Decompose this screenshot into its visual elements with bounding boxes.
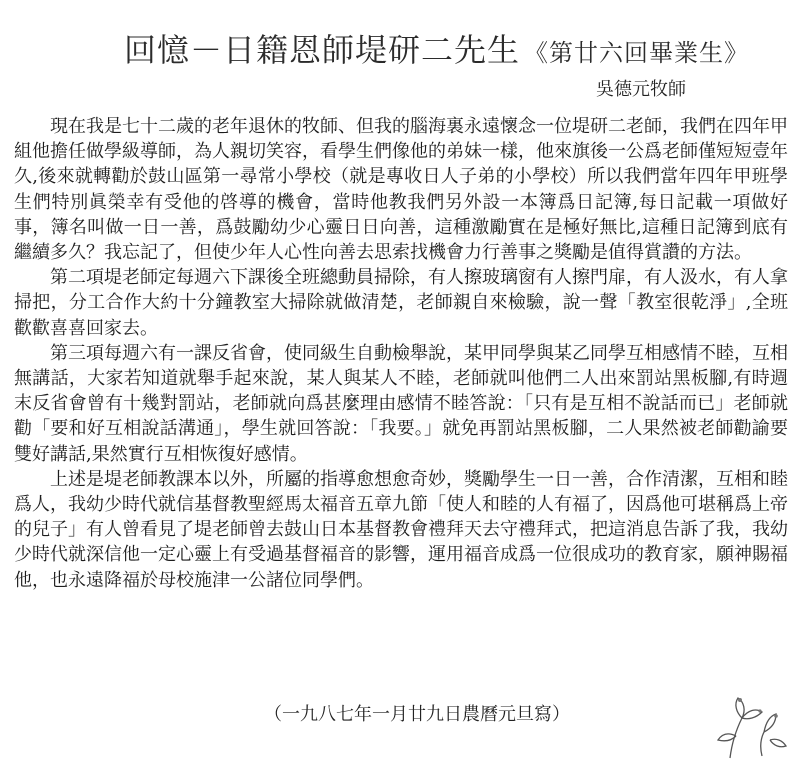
title-graduation-class: 《第廿六回畢業生》 — [524, 39, 750, 67]
title-main: 回憶－日籍恩師堤研二先生 — [124, 31, 521, 69]
author-byline: 吳德元牧師 — [596, 79, 686, 100]
article-title — [124, 28, 764, 75]
date-line: （一九八七年一月廿九日農曆元旦寫） — [264, 704, 570, 725]
paragraph-4: 上述是堤老師教課本以外，所屬的指導愈想愈奇妙，獎勵學生一日一善，合作清潔，互相和睦爲人，我幼少時代就信基督教聖經馬太福音五章九節「使人和睦的人有福了，因爲他可堪稱爲上帝的兒子」有人曾看見了堤老師曾去鼓山日本基督教會禮拜天去守禮拜式，把這消息告訴了我，我幼少時代就深信他一定心靈上有受過基督福音的影響，運用福音成爲一位很成功的教育家，願神賜福他，也永遠降福於母校施津一公諸位同學們。 — [14, 468, 788, 591]
article-body — [14, 114, 788, 593]
paragraph-3: 第三項每週六有一課反省會，使同級生自動檢舉說，某甲同學與某乙同學互相感情不睦，互相無講話，大家若知道就舉手起來說，某人與某人不睦，老師就叫他們二人出來罰站黑板腳,有時週末反省會曾有十幾對罰站，老師就向爲甚麼理由感情不睦答說：「只有是互相不說話而已」老師就勸「要和好互相說話溝通」，學生就回答說：「我要。」就免再罰站黑板腳，二人果然被老師勸諭要雙好講話,果然實行互相恢復好感情。 — [14, 342, 788, 465]
paragraph-2: 第二項堤老師定每週六下課後全班總動員掃除，有人擦玻璃窗有人擦門扉，有人汲水，有人拿掃把，分工合作大約十分鐘教室大掃除就做清楚，老師親自來檢驗，說一聲「教室很乾淨」,全班歡歡喜喜回家去。 — [14, 267, 788, 339]
flower-illustration — [700, 692, 790, 762]
paragraph-1: 現在我是七十二歲的老年退休的牧師、但我的腦海裏永遠懷念一位堤研二老師，我們在四年甲組他擔任做學級導師，為人親切笑容，看學生們像他的弟妹一樣，他來旗後一公爲老師僅短短壹年久,後來就轉勸於鼓山區第一尋常小學校（就是專收日人子弟的小學校）所以我們當年四年甲班學生們特別眞榮幸有受他的啓導的機會，當時他教我們另外設一本簿爲日記簿,每日記載一項做好事，簿名叫做一日一善，爲鼓勵幼少心靈日日向善，這種激勵實在是極好無比,這種日記簿到底有繼續多久？我忘記了，但使少年人心性向善去思索找機會力行善事之獎勵是值得賞讚的方法。 — [14, 116, 788, 264]
